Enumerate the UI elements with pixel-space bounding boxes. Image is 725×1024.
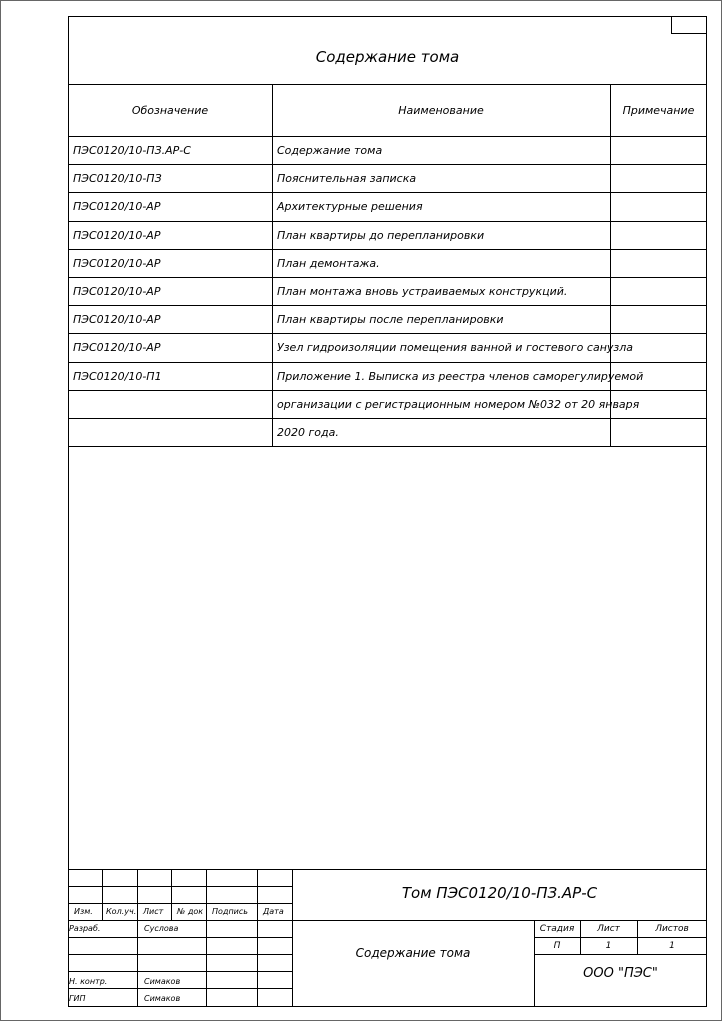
tb-col-list: Лист xyxy=(143,907,164,916)
tb-sheet-value: 1 xyxy=(605,941,612,951)
header-name: Наименование xyxy=(398,104,484,117)
row-divider xyxy=(68,305,707,306)
tb-sheet-name: Содержание тома xyxy=(355,946,471,960)
row-divider xyxy=(68,362,707,363)
row-name: 2020 года. xyxy=(277,426,339,439)
tb-name-4: Симаков xyxy=(144,977,181,986)
row-designation: ПЭС0120/10-ПЗ.АР-С xyxy=(73,144,191,157)
tb-sheets-label: Листов xyxy=(655,924,689,934)
tb-sheet-label: Лист xyxy=(597,924,620,934)
row-name: План монтажа вновь устраиваемых конструкций. xyxy=(277,285,568,298)
row-name: Приложение 1. Выписка из реестра членов саморегулируемой xyxy=(277,369,644,383)
row-designation: ПЭС0120/10-АР xyxy=(73,341,161,355)
title-block-rule xyxy=(534,937,707,938)
tb-stage-label: Стадия xyxy=(539,924,575,934)
title-block-column-rule xyxy=(137,869,138,1007)
tb-organization: ООО "ПЭС" xyxy=(583,966,658,981)
row-name: План квартиры до перепланировки xyxy=(277,228,485,242)
tb-col-data: Дата xyxy=(263,907,284,916)
row-divider xyxy=(68,221,707,222)
row-designation: ПЭС0120/10-ПЗ xyxy=(73,172,162,186)
tb-role-1: Разраб. xyxy=(69,924,101,933)
row-name: План квартиры после перепланировки xyxy=(277,313,504,327)
column-divider xyxy=(610,84,611,446)
tb-col-kol-uch: Кол.уч. xyxy=(106,907,137,916)
row-designation: ПЭС0120/10-АР xyxy=(73,256,161,270)
column-divider xyxy=(272,84,273,446)
title-block-column-rule xyxy=(206,869,207,1007)
title-block-rule xyxy=(68,937,292,938)
title-divider xyxy=(68,84,707,85)
row-designation: ПЭС0120/10-АР xyxy=(73,313,161,327)
header-designation: Обозначение xyxy=(131,104,209,117)
corner-stamp-box xyxy=(671,16,707,34)
row-name: организации с регистрационным номером №032 от 20 января xyxy=(277,397,640,411)
header-note: Примечание xyxy=(622,104,695,117)
title-block-rule xyxy=(68,920,707,921)
title-block-rule xyxy=(68,869,707,870)
tb-col-n-dok: № док xyxy=(177,907,204,916)
row-designation: ПЭС0120/10-АР xyxy=(73,285,161,298)
tb-role-4: Н. контр. xyxy=(69,977,108,986)
row-divider xyxy=(68,446,707,447)
row-name: Архитектурные решения xyxy=(277,200,423,214)
row-name: Пояснительная записка xyxy=(277,172,417,186)
tb-name-1: Суслова xyxy=(144,924,179,933)
tb-col-podpis: Подпись xyxy=(212,907,248,916)
header-divider xyxy=(68,136,707,137)
row-name: Узел гидроизоляции помещения ванной и гостевого санузла xyxy=(277,341,634,355)
row-designation: ПЭС0120/10-АР xyxy=(73,228,161,242)
row-name: Содержание тома xyxy=(277,144,383,157)
tb-role-5: ГИП xyxy=(69,994,86,1003)
row-divider xyxy=(68,390,707,391)
title-block-rule xyxy=(68,954,292,955)
row-divider xyxy=(68,277,707,278)
title-block-column-rule xyxy=(257,869,258,1007)
row-designation: ПЭС0120/10-АР xyxy=(73,200,161,214)
tb-name-5: Симаков xyxy=(144,994,181,1003)
row-divider xyxy=(68,249,707,250)
row-divider xyxy=(68,333,707,334)
row-name: План демонтажа. xyxy=(277,256,380,270)
tb-document-code: Том ПЭС0120/10-ПЗ.АР-С xyxy=(401,884,598,902)
tb-sheets-value: 1 xyxy=(669,941,675,951)
title-block-column-rule xyxy=(171,869,172,920)
title-block-rule xyxy=(68,988,292,989)
tb-stage-value: П xyxy=(553,941,561,951)
row-divider xyxy=(68,164,707,165)
row-divider xyxy=(68,192,707,193)
title-block-rule xyxy=(534,954,707,955)
title-block-column-rule xyxy=(102,869,103,920)
tb-col-izm: Изм. xyxy=(74,907,93,916)
row-designation: ПЭС0120/10-П1 xyxy=(73,369,162,383)
page-title: Содержание тома xyxy=(315,48,460,66)
row-divider xyxy=(68,418,707,419)
title-block-rule xyxy=(68,971,292,972)
